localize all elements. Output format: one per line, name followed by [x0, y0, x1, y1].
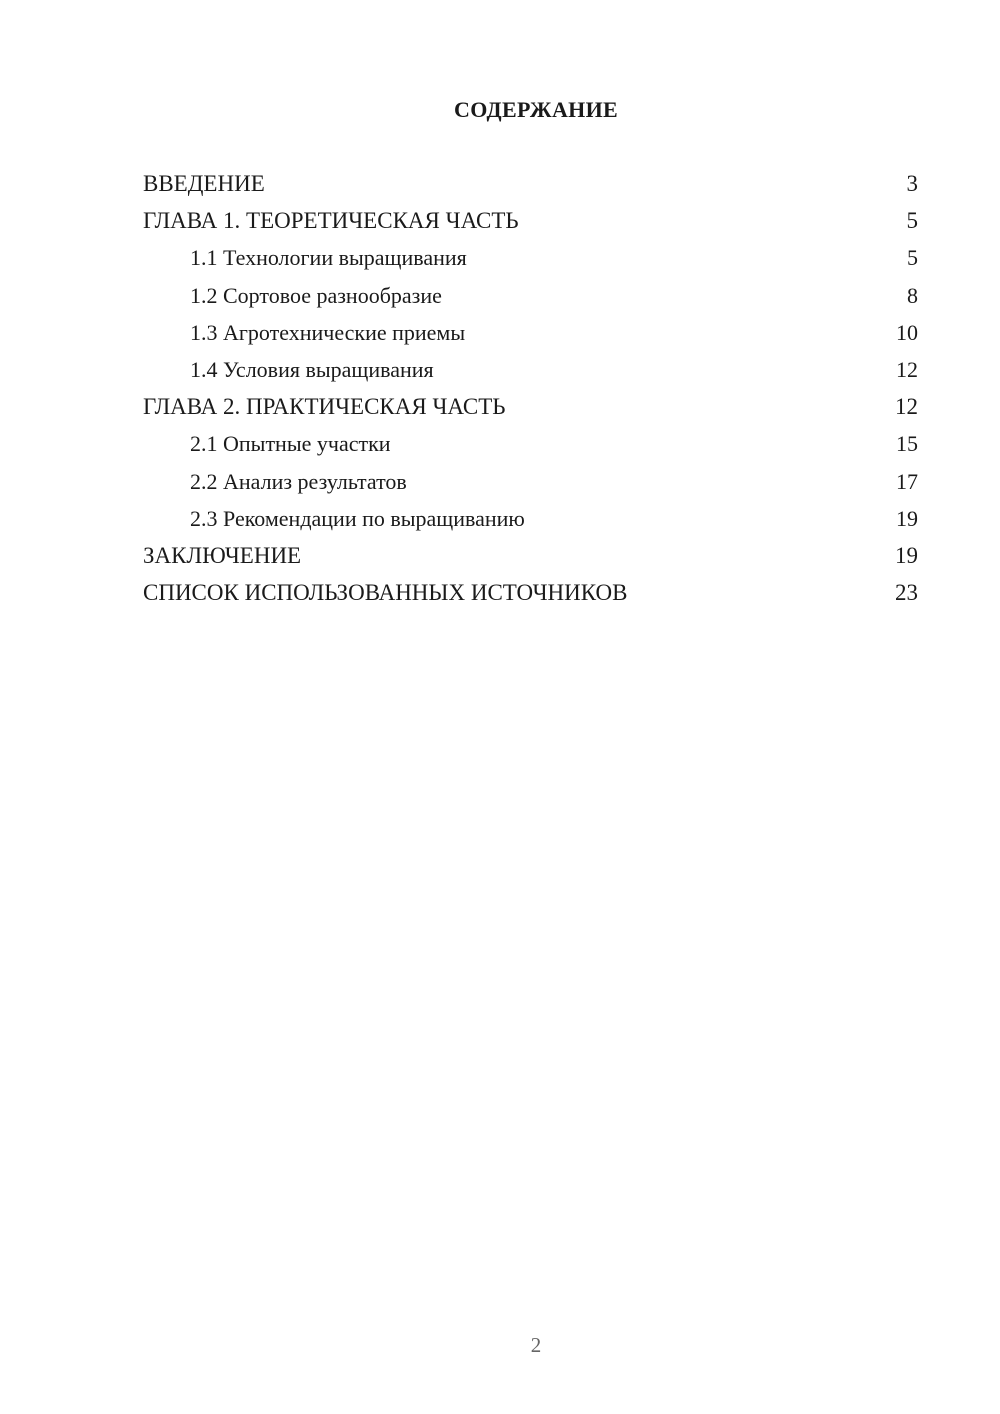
toc-entry-label: 2.1 Опытные участки	[190, 431, 391, 457]
toc-entry-page: 12	[896, 356, 918, 382]
toc-entry-label: 2.2 Анализ результатов	[190, 468, 407, 494]
toc-entry-page: 17	[896, 468, 918, 494]
toc-entry-page: 5	[906, 208, 918, 234]
toc-entry-section-1-1[interactable]	[143, 242, 918, 279]
toc-entry-label: СПИСОК ИСПОЛЬЗОВАННЫХ ИСТОЧНИКОВ	[143, 580, 628, 606]
toc-entry-label: 1.2 Сортовое разнообразие	[190, 282, 442, 308]
toc-entry-label: ВВЕДЕНИЕ	[143, 171, 265, 196]
toc-entry-introduction[interactable]	[143, 168, 918, 205]
toc-entry-page: 10	[896, 319, 918, 345]
toc-entry-page: 19	[895, 542, 918, 568]
toc-entry-label: 1.3 Агротехнические приемы	[190, 319, 466, 345]
toc-entry-section-1-4[interactable]	[143, 354, 918, 391]
toc-entry-page: 12	[895, 394, 918, 420]
toc-entry-chapter-2[interactable]	[143, 391, 918, 428]
toc-entry-conclusion[interactable]	[143, 540, 918, 577]
toc-entry-page: 19	[896, 505, 918, 531]
toc-entry-page: 15	[896, 431, 918, 457]
toc-title: СОДЕРЖАНИЕ	[454, 97, 618, 122]
toc-entry-section-2-1[interactable]	[143, 428, 918, 465]
toc-entry-label: ГЛАВА 2. ПРАКТИЧЕСКАЯ ЧАСТЬ	[143, 394, 506, 420]
page-number: 2	[530, 1333, 542, 1357]
toc-entry-label: 1.4 Условия выращивания	[190, 356, 434, 382]
toc-entry-section-2-2[interactable]	[143, 466, 918, 503]
toc-entry-section-1-2[interactable]	[143, 280, 918, 317]
toc-entry-references[interactable]	[143, 577, 918, 614]
toc-entry-page: 5	[907, 245, 918, 271]
toc-entry-page: 8	[907, 282, 918, 308]
toc-entry-section-2-3[interactable]	[143, 503, 918, 540]
toc-entry-section-1-3[interactable]	[143, 317, 918, 354]
toc-entry-label: ГЛАВА 1. ТЕОРЕТИЧЕСКАЯ ЧАСТЬ	[143, 208, 519, 234]
toc-entry-chapter-1[interactable]	[143, 205, 918, 242]
toc-entry-page: 23	[895, 580, 918, 606]
table-of-contents	[143, 168, 918, 614]
toc-entry-label: 1.1 Технологии выращивания	[190, 245, 467, 271]
toc-entry-label: 2.3 Рекомендации по выращиванию	[190, 505, 525, 531]
toc-entry-label: ЗАКЛЮЧЕНИЕ	[143, 542, 302, 568]
toc-entry-page: 3	[906, 171, 918, 196]
